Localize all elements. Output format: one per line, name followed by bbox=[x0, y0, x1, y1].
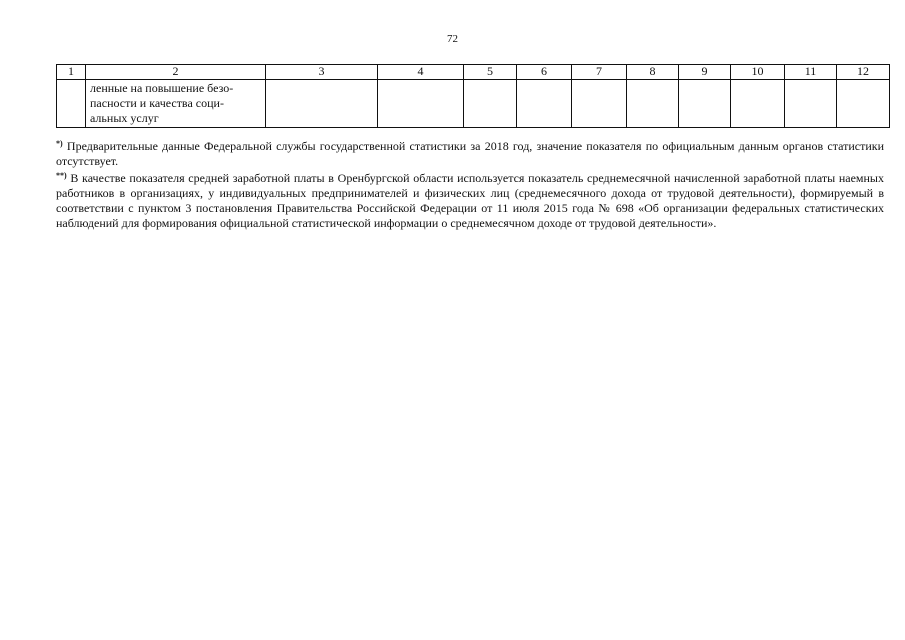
table-cell bbox=[627, 80, 679, 128]
column-header-8: 8 bbox=[627, 65, 679, 80]
footnote-1 bbox=[56, 139, 884, 169]
column-header-1: 1 bbox=[57, 65, 86, 80]
footnote-text: В качестве показателя средней заработной платы в Оренбургской области используется показатель среднемесячной начисленной заработной платы наемных работников в организациях, у индивидуальных предпринимателей и физических лиц (среднемесячного дохода от трудовой деятельности), формируемый в соответствии с пунктом 3 постановления Правительства Российской Федерации от 11 июля 2015 года № 698 «Об организации федеральных статистических наблюдений для формирования официальной статистической информации о среднемесячном доходе от трудовой деятельности». bbox=[56, 171, 884, 230]
table-cell bbox=[378, 80, 464, 128]
table-cell bbox=[572, 80, 627, 128]
table-row bbox=[57, 80, 890, 128]
column-header-3: 3 bbox=[266, 65, 378, 80]
table-cell bbox=[679, 80, 731, 128]
cell-text-line: альных услуг bbox=[90, 111, 159, 125]
footnote-marker: *) bbox=[56, 139, 63, 148]
table-header-row bbox=[57, 65, 890, 80]
footnotes bbox=[56, 139, 884, 233]
table-cell bbox=[731, 80, 785, 128]
table-cell bbox=[785, 80, 837, 128]
column-header-2: 2 bbox=[86, 65, 266, 80]
column-header-6: 6 bbox=[517, 65, 572, 80]
data-table bbox=[56, 64, 890, 128]
table-cell bbox=[517, 80, 572, 128]
table-cell bbox=[464, 80, 517, 128]
page-number: 72 bbox=[447, 33, 458, 45]
table-cell bbox=[57, 80, 86, 128]
column-header-4: 4 bbox=[378, 65, 464, 80]
column-header-9: 9 bbox=[679, 65, 731, 80]
table-cell-description bbox=[86, 80, 266, 128]
table-cell bbox=[266, 80, 378, 128]
footnote-text: Предварительные данные Федеральной службы государственной статистики за 2018 год, значение показателя по официальным данным органов статистики отсутствует. bbox=[56, 139, 885, 168]
column-header-10: 10 bbox=[731, 65, 785, 80]
column-header-11: 11 bbox=[785, 65, 837, 80]
table-cell bbox=[837, 80, 890, 128]
column-header-5: 5 bbox=[464, 65, 517, 80]
footnote-marker: **) bbox=[56, 171, 67, 180]
footnote-2 bbox=[56, 171, 884, 231]
cell-text-line: ленные на повышение безо- bbox=[90, 81, 234, 95]
column-header-7: 7 bbox=[572, 65, 627, 80]
column-header-12: 12 bbox=[837, 65, 890, 80]
cell-text-line: пасности и качества соци- bbox=[90, 96, 224, 110]
